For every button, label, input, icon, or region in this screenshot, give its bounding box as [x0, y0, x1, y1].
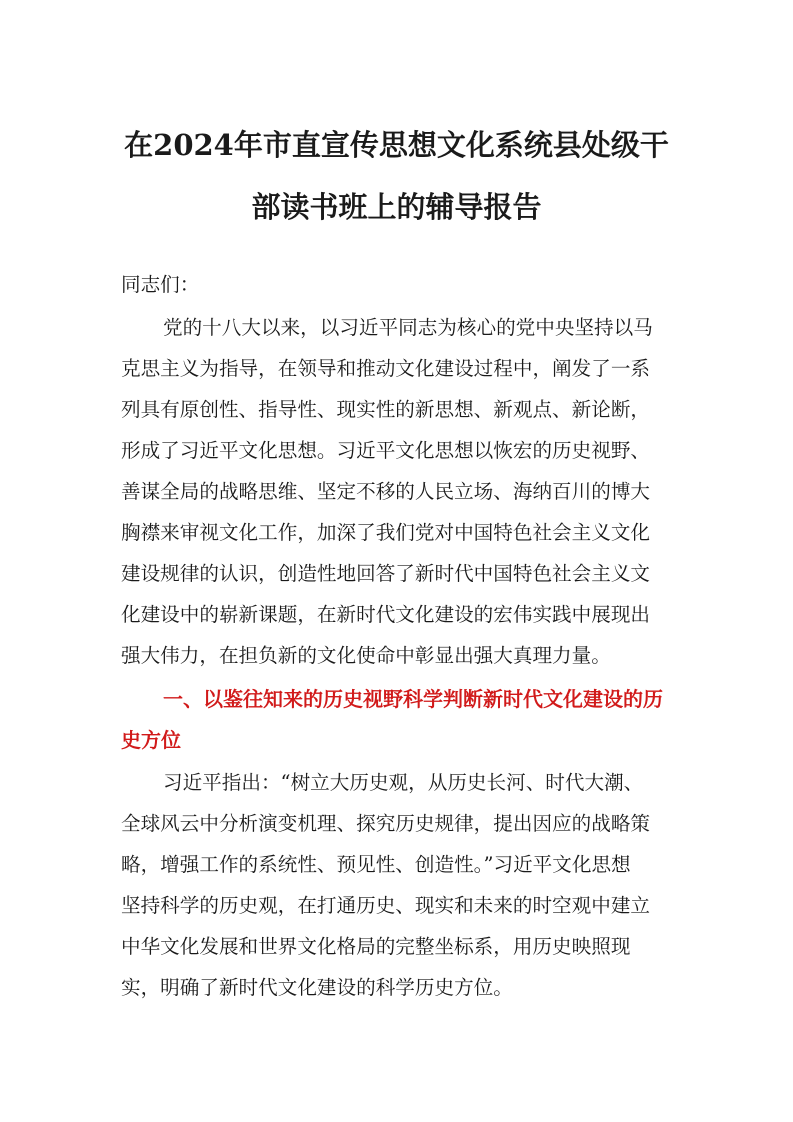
paragraph-2-line-2: 全球风云中分析演变机理、探究历史规律，提出因应的战略策 [121, 812, 651, 835]
document-title-line-1: 在2024年市直宣传思想文化系统县处级干 [124, 128, 669, 162]
paragraph-2-line-6: 实，明确了新时代文化建设的科学历史方位。 [121, 976, 513, 999]
paragraph-1-line-3: 列具有原创性、指导性、现实性的新思想、新观点、新论断， [121, 398, 651, 421]
paragraph-1-line-4: 形成了习近平文化思想。习近平文化思想以恢宏的历史视野、 [121, 439, 651, 462]
salutation: 同志们： [121, 273, 200, 296]
document-title-line-2: 部读书班上的辅导报告 [251, 190, 542, 224]
paragraph-2-line-1: 习近平指出：“树立大历史观，从历史长河、时代大潮、 [163, 771, 644, 794]
paragraph-1-line-5: 善谋全局的战略思维、坚定不移的人民立场、海纳百川的博大 [121, 480, 651, 503]
paragraph-2-line-4: 坚持科学的历史观，在打通历史、现实和未来的时空观中建立 [121, 894, 651, 917]
paragraph-1-line-8: 化建设中的崭新课题，在新时代文化建设的宏伟实践中展现出 [121, 603, 651, 626]
paragraph-1-line-9: 强大伟力，在担负新的文化使命中彰显出强大真理力量。 [121, 644, 611, 667]
paragraph-2-line-3: 略，增强工作的系统性、预见性、创造性。”习近平文化思想 [121, 853, 631, 876]
paragraph-1-line-2: 克思主义为指导，在领导和推动文化建设过程中，阐发了一系 [121, 357, 651, 380]
paragraph-1-line-1: 党的十八大以来，以习近平同志为核心的党中央坚持以马 [163, 316, 653, 339]
paragraph-1-line-6: 胸襟来审视文化工作，加深了我们党对中国特色社会主义文化 [121, 521, 651, 544]
paragraph-1-line-7: 建设规律的认识，创造性地回答了新时代中国特色社会主义文 [121, 562, 651, 585]
paragraph-2-line-5: 中华文化发展和世界文化格局的完整坐标系，用历史映照现 [121, 935, 631, 958]
section-1-heading-line-2: 史方位 [121, 728, 181, 752]
section-1-heading-line-1: 一、以鉴往知来的历史视野科学判断新时代文化建设的历 [163, 687, 663, 711]
